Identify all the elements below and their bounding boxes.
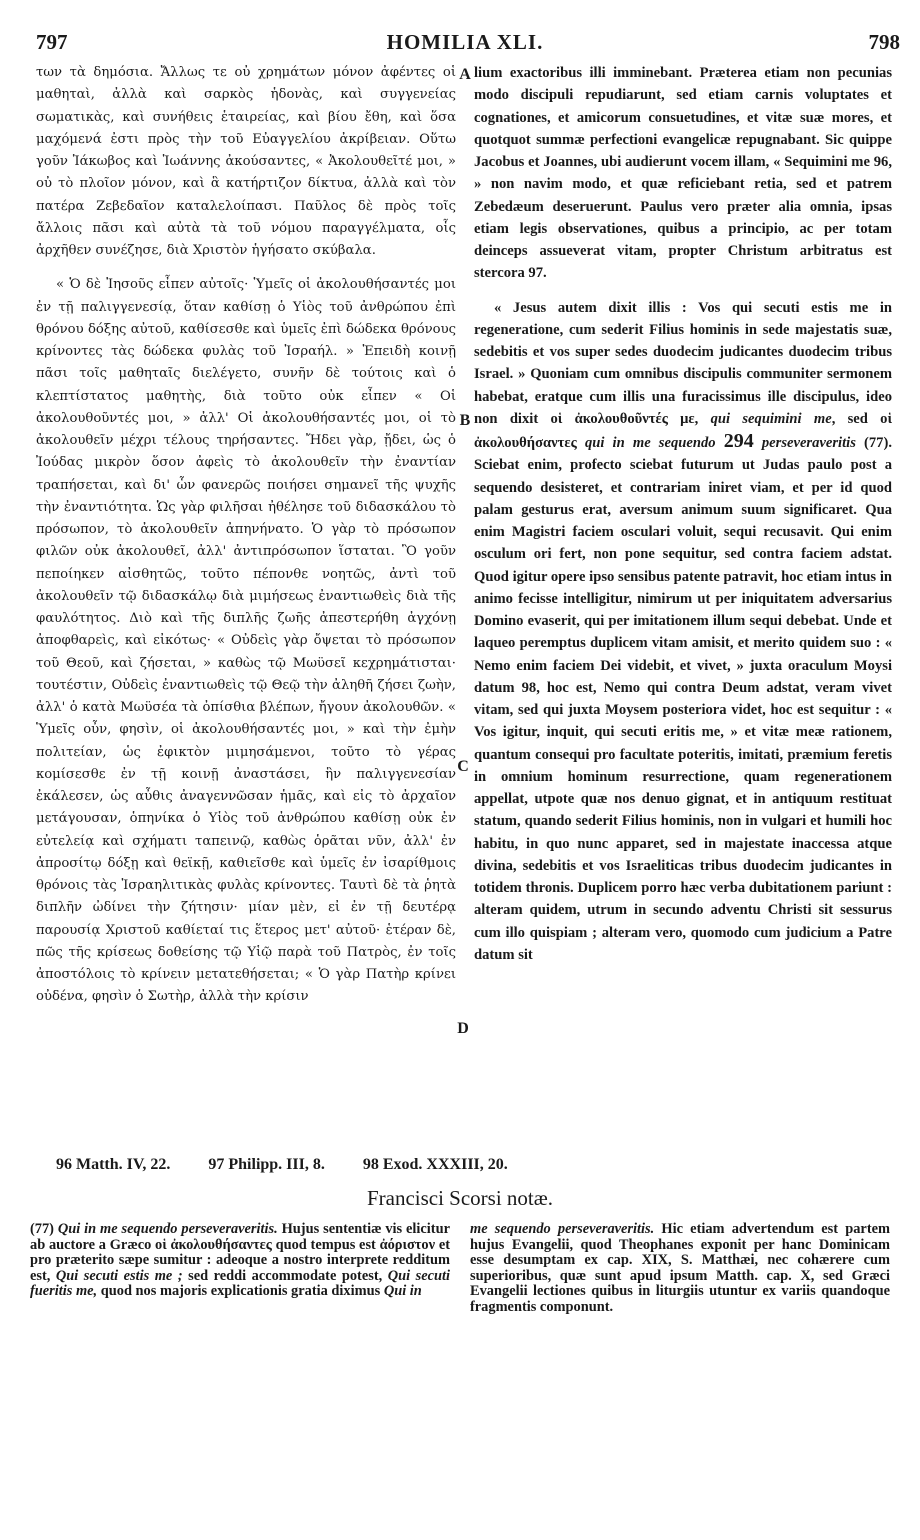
latin-italic: perseveraveritis [761, 435, 856, 451]
page-number-right: 798 [868, 30, 900, 54]
latin-paragraph-2 [474, 297, 892, 967]
note-text: Hujus sententiæ vis elicitur ab auctore a Græco οἱ ἀκολουθήσαντες quod tempus est ἀόριστον et pro præterito sæpe sumitur : adeoque a nostro interprete redditum est, [30, 1222, 450, 1284]
page-number-left: 797 [36, 30, 68, 54]
running-title: HOMILIA XLI. [386, 30, 544, 54]
note-italic: Qui in me sequendo perseveraveritis. [57, 1222, 278, 1237]
column-number: 294 [723, 430, 754, 452]
latin-column [474, 62, 892, 1122]
margin-letter-b: B [459, 412, 471, 429]
footnote-98: 98 Exod. XXXIII, 20. [362, 1156, 508, 1173]
margin-letter-d: D [457, 1020, 469, 1037]
note-right-column [470, 1222, 890, 1522]
note-italic: me sequendo perseveraveritis. [470, 1222, 655, 1237]
note-italic: Qui secuti fueritis me, [30, 1267, 450, 1300]
greek-paragraph-2: « Ὁ δὲ Ἰησοῦς εἶπεν αὐτοῖς· Ὑμεῖς οἱ ἀκολουθήσαντές μοι ἐν τῇ παλιγγενεσίᾳ, ὅταν καθίσῃ ὁ Υἱὸς τοῦ ἀνθρώπου ἐπὶ θρόνου δόξης αὐτοῦ, καθίσεσθε καὶ ὑμεῖς ἐπὶ δώδεκα θρόνους κρίνοντες τὰς δώδεκα φυλὰς τοῦ Ἰσραήλ. » Ἐπειδὴ κοινῇ πᾶσι τοῖς μαθηταῖς διελέγετο, συνῆν δὲ τούτοις καὶ ὁ κλεπτίστατος μαθητὴς, διὰ τοῦτο οὐκ εἶπεν « Οἱ ἀκολουθοῦντές μοι, » ἀλλ' Οἱ ἀκολουθήσαντές μοι, οἱ τὸ ἀκολουθεῖν μέχρι τέλους τηρήσαντες. Ἤδει γὰρ, ᾔδει, ὡς ὁ Ἰούδας μικρὸν ὅσον ἀφεὶς τὸ ἀκολουθεῖν τὴν ἐναντίαν τραπήσεται, καὶ δι' ὧν φανερῶς ποιήσει σημανεῖ τῆς ψυχῆς τὴν ἐναντιότητα. Ὡς γὰρ φιλῆσαι ἠθέλησε τοῦ διδασκάλου τὸ πρόσωπον, τὸ ἀκολουθεῖν ἀπηνήνατο. Ὁ γὰρ τὸ πρόσωπον φιλῶν οὐκ ἀκολουθεῖ, ἀλλ' ἀντιπρόσωπον ἵσταται. Ὃ γοῦν πεποίηκεν αἰσθητῶς, τοῦτο πέπονθε νοητῶς, ἀντὶ τοῦ ἀκολουθεῖν τῷ διδασκάλῳ διὰ μιμήσεως ἐναντιωθεὶς διὰ τῆς φαυλότητος. Διὸ καὶ τῆς διπλῆς ζωῆς ἀπεστερήθη ἀγχόνῃ ἀποφθαρεὶς, καὶ εἰκότως· « Οὐδεὶς γὰρ ὄψεται τὸ πρόσωπον τοῦ Θεοῦ, καὶ ζήσεται, » καθὼς τῷ Μωϋσεῖ κεχρημάτισται· τουτέστιν, Οὐδεὶς ἐναντιωθεὶς τῷ Θεῷ τὴν ἀληθῆ ζήσει ζωὴν, ἀλλ' ὁ κατὰ Μωϋσέα τὰ ὀπίσθια βλέπων, ἤγουν ἀκολουθῶν. « Ὑμεῖς οὖν, φησὶν, οἱ ἀκολουθήσαντές μοι, » καὶ τὴν ἐμὴν πολιτείαν, ὡς ἐφικτὸν μιμησάμενοι, τοῦτο τὸ γέρας κομίσεσθε ἐν τῇ κοινῇ ἀναστάσει, ἣν παλιγγενεσίαν ἐκάλεσεν, ὡς αὖθις ἀναγεννῶσαν ἡμᾶς, καὶ εἰς τὸ ἀρχαῖον μετάγουσαν, ὁπηνίκα ὁ Υἱὸς τοῦ ἀνθρώπου καθίσῃ οὐκ ἐν εὐτελείᾳ καὶ σχήματι ταπεινῷ, καθὼς ὁρᾶται νῦν, ἀλλ' ἐν ἀπροσίτῳ δόξῃ καὶ θεϊκῇ, καθιεῖσθε καὶ ὑμεῖς ἐν ἰσαρίθμοις θρόνοις τὰς Ἰσραηλιτικὰς φυλὰς κρίνοντες. Ταυτὶ δὲ τὰ ῥητὰ διπλῆν ὠδίνει τὴν ζήτησιν· μίαν μὲν, εἰ ἐν τῇ δευτέρᾳ παρουσίᾳ Χριστοῦ καθίεταί τις ἕτερος μετ' αὐτοῦ· ἑτέραν δὲ, πῶς τῆς κρίσεως δοθείσης τῷ Υἱῷ παρὰ τοῦ Πατρὸς, ἐν τοῖς ἀποστόλοις τὸ κρίνειν μετατεθήσεται; « Ὁ γὰρ Πατὴρ κρίνει οὐδένα, φησὶν ὁ Σωτὴρ, ἀλλὰ τὴν κρίσιν [36, 277, 456, 1005]
footnote-97: 97 Philipp. III, 8. [208, 1156, 325, 1173]
footnotes [56, 1156, 886, 1174]
footnote-96: 96 Matth. IV, 22. [56, 1156, 171, 1173]
latin-text: , sed οἱ ἀκολουθήσαντες [474, 410, 892, 451]
latin-italic: qui in me sequendo [584, 435, 716, 451]
notes-title: Francisci Scorsi notæ. [366, 1186, 554, 1210]
note-italic: Qui secuti estis me ; [55, 1267, 183, 1284]
note-77-continued [470, 1222, 890, 1316]
note-text: quod nos majoris explicationis gratia diximus [97, 1283, 384, 1300]
note-italic: Qui in [383, 1283, 422, 1300]
latin-italic: qui sequimini me [710, 410, 832, 427]
latin-paragraph-1: lium exactoribus illi imminebant. Præterea etiam non pecunias modo discipuli repudiarunt, sed etiam carnis voluptates et cognationes, et amicorum consuetudines, et vitæ suæ mores, et quotquot summæ perfectioni evangelicæ repugnabant. Sic quippe Jacobus et Joannes, ubi audierunt vocem illam, « Sequimini me 96, » non navim modo, et quæ reficiebant retia, sed et patrem Zebedæum deseruerunt. Paulus vero præter alia omnia, ipsas etiam legis observationes, quibus a principio, ac per totam deinceps assueverat vitam, propter Christum arbitratus est stercora 97. [474, 65, 892, 282]
note-77 [30, 1222, 450, 1300]
margin-letter-c: C [457, 758, 469, 775]
latin-text: « Jesus autem dixit illis : Vos qui secuti estis me in regeneratione, cum sederit Filius hominis in sede majestatis suæ, sedebitis et vos super sedes duodecim judicantes duodecim tribus Israel. » Quoniam cum omnibus discipulis communiter sermonem habebat, eratque cum illis una furacissimus ille discipulus, ideo non dixit οἱ ἀκολουθοῦντές με, [474, 299, 892, 427]
greek-column [36, 62, 456, 1122]
greek-paragraph-1: των τὰ δημόσια. Ἄλλως τε οὐ χρημάτων μόνον ἀφέντες οἱ μαθηταὶ, ἀλλὰ καὶ σαρκὸς ἡδονὰς, καὶ συγγενείας σωματικὰς, καὶ συνήθεις ἑταιρείας, καὶ βίου ἔθη, καὶ ὅσα μαχόμενά ἐστι πρὸς τὴν τοῦ Εὐαγγελίου ἀκρίβειαν. Οὕτω γοῦν Ἰάκωβος καὶ Ἰωάννης ἀκούσαντες, « Ἀκολουθεῖτέ μοι, » οὐ τὸ πλοῖον μόνον, καὶ ἃ κατήρτιζον δίκτυα, ἀλλὰ καὶ τὸν πατέρα Ζεβεδαῖον καταλελοίπασι. Παῦλος δὲ πρὸς τοῖς ἄλλοις πᾶσι καὶ αὐτὰ τὰ τοῦ νόμου παραγγέλματα, οἷς ἀρχῆθεν συνέζησε, διὰ Χριστὸν ἡγήσατο σκύβαλα. [36, 65, 456, 258]
note-left-column [30, 1222, 450, 1522]
latin-text: (77). Sciebat enim, profecto sciebat futurum ut Judas paulo post a sequendo desisteret, et contrariam iniret viam, et per id quod palam gesturus erat, aversum animum suum significaret. Qua enim Magistri faciem osculari voluit, sequi recusavit. Qui enim osculum ori fert, non pone sequitur, sed contra faciem adstat. Quod igitur opere ipso sensibus patente patravit, hoc etiam intus in animo fecisse intelligitur, nimirum ut per iniquitatem adversarius Domino evaserit, qui per imitationem illum sequi debebat. Unde et laqueo peremptus duplicem vitam amisit, et merito quidem suo : « Nemo enim faciem Dei videbit, et vivet, » juxta oraculum Moysi datum 98, hoc est, Nemo qui contra Deum adstat, veram vivet vitam, sed qui juxta Moysem posteriora videt, hoc est sequitur : « Vos igitur, inquit, qui secuti eritis me, » et vitæ meæ rationem, quantum consequi pro facultate poteritis, imitati, præmium feretis in omnium hominum resurrectione, quam regenerationem appellat, utpote quæ nos denuo gignat, et in antiquum restituat statum, quando sederit Filius hominis, non in vulgari et humili hoc habitu, in quo nunc apparet, sed in majestate inaccessa atque divina, sedebitis et vos Israeliticas tribus duodecim judicantes in totidem thronis. Duplicem porro hæc verba dubitationem pariunt : alteram quidem, utrum in secundo adventu Christi sit sessurus cum illo quispiam ; alteram vero, quomodo cum judicium a Patre datum sit [474, 435, 892, 963]
note-number: (77) [30, 1222, 58, 1237]
page-header [30, 30, 900, 56]
note-text: sed reddi accommodate potest, [182, 1267, 388, 1284]
note-text: Hic etiam advertendum est partem hujus Evangelii, quod Theophanes exponit per hanc Dominicam esse desumptam ex cap. XIX, S. Matthæi, nec cohærere cum superioribus, quæ sunt apud ipsum Matth. cap. X, sed Græci Evangelii lectiones quibus in liturgiis utuntur ex variis quandoque fragmentis componunt. [470, 1222, 890, 1315]
margin-letter-a: A [459, 66, 471, 83]
